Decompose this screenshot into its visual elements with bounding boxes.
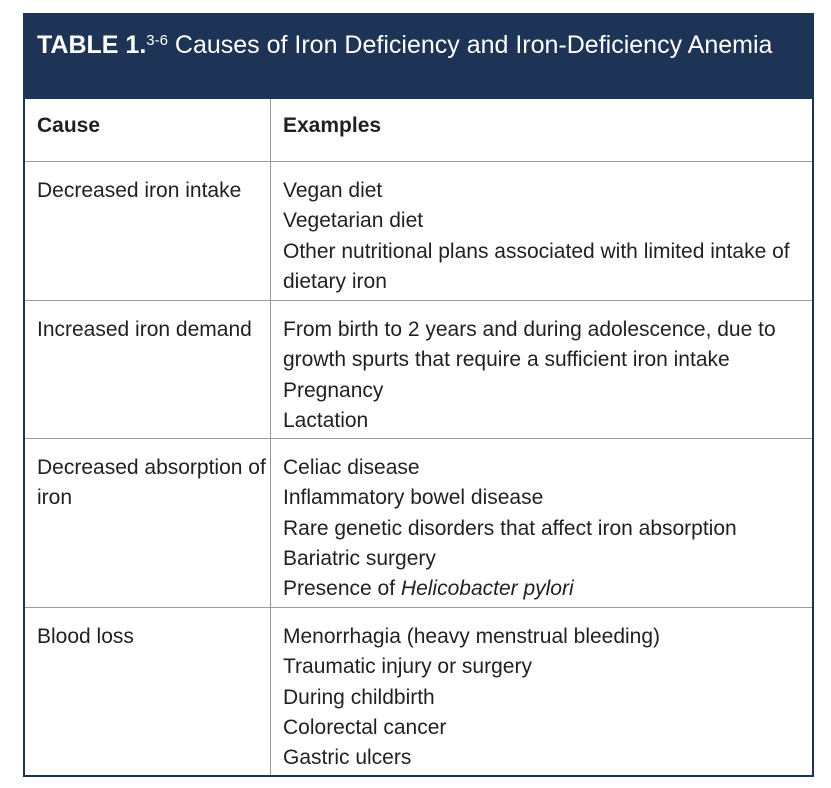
table-title (25, 15, 812, 99)
table-row (25, 438, 812, 607)
example-item: Vegan diet (283, 179, 383, 202)
example-item: Bariatric surgery (283, 546, 436, 570)
cause-cell: Blood loss (25, 608, 271, 775)
example-item: Vegetarian diet (283, 209, 424, 233)
example-item: Other nutritional plans associated with limited intake of dietary iron (283, 239, 790, 293)
column-header-examples: Examples (283, 114, 382, 137)
example-prefix: Presence of (283, 577, 401, 601)
example-item: Pregnancy (283, 378, 384, 402)
examples-cell (271, 301, 812, 438)
table-row (25, 300, 812, 438)
species-name: Helicobacter pylori (400, 577, 574, 601)
table-title-text: Causes of Iron Deficiency and Iron-Deficiency Anemia (167, 31, 773, 59)
example-item: Rare genetic disorders that affect iron absorption (283, 516, 737, 540)
example-item: From birth to 2 years and during adolescence, due to growth spurts that require a sufficient iron intake (283, 318, 776, 372)
example-item: Celiac disease (283, 456, 420, 479)
table-row (25, 607, 812, 775)
causes-table (23, 13, 814, 777)
examples-cell (271, 439, 812, 607)
example-item: Traumatic injury or surgery (283, 655, 532, 679)
example-item: During childbirth (283, 685, 435, 709)
table-header-row (25, 99, 812, 161)
example-item: Lactation (283, 408, 369, 432)
reference-superscript: 3-6 (146, 32, 168, 49)
cause-cell: Decreased absorption of iron (25, 439, 271, 607)
column-header-cause: Cause (25, 99, 271, 161)
table-row (25, 161, 812, 300)
examples-cell (271, 608, 812, 775)
table-number: TABLE 1. (37, 31, 147, 59)
example-item: Menorrhagia (heavy menstrual bleeding) (283, 625, 661, 648)
example-item: Inflammatory bowel disease (283, 486, 544, 510)
cause-cell: Increased iron demand (25, 301, 271, 438)
example-item: Colorectal cancer (283, 715, 447, 739)
example-item (283, 574, 812, 604)
examples-cell (271, 162, 812, 300)
example-item: Gastric ulcers (283, 746, 412, 770)
cause-cell: Decreased iron intake (25, 162, 271, 300)
